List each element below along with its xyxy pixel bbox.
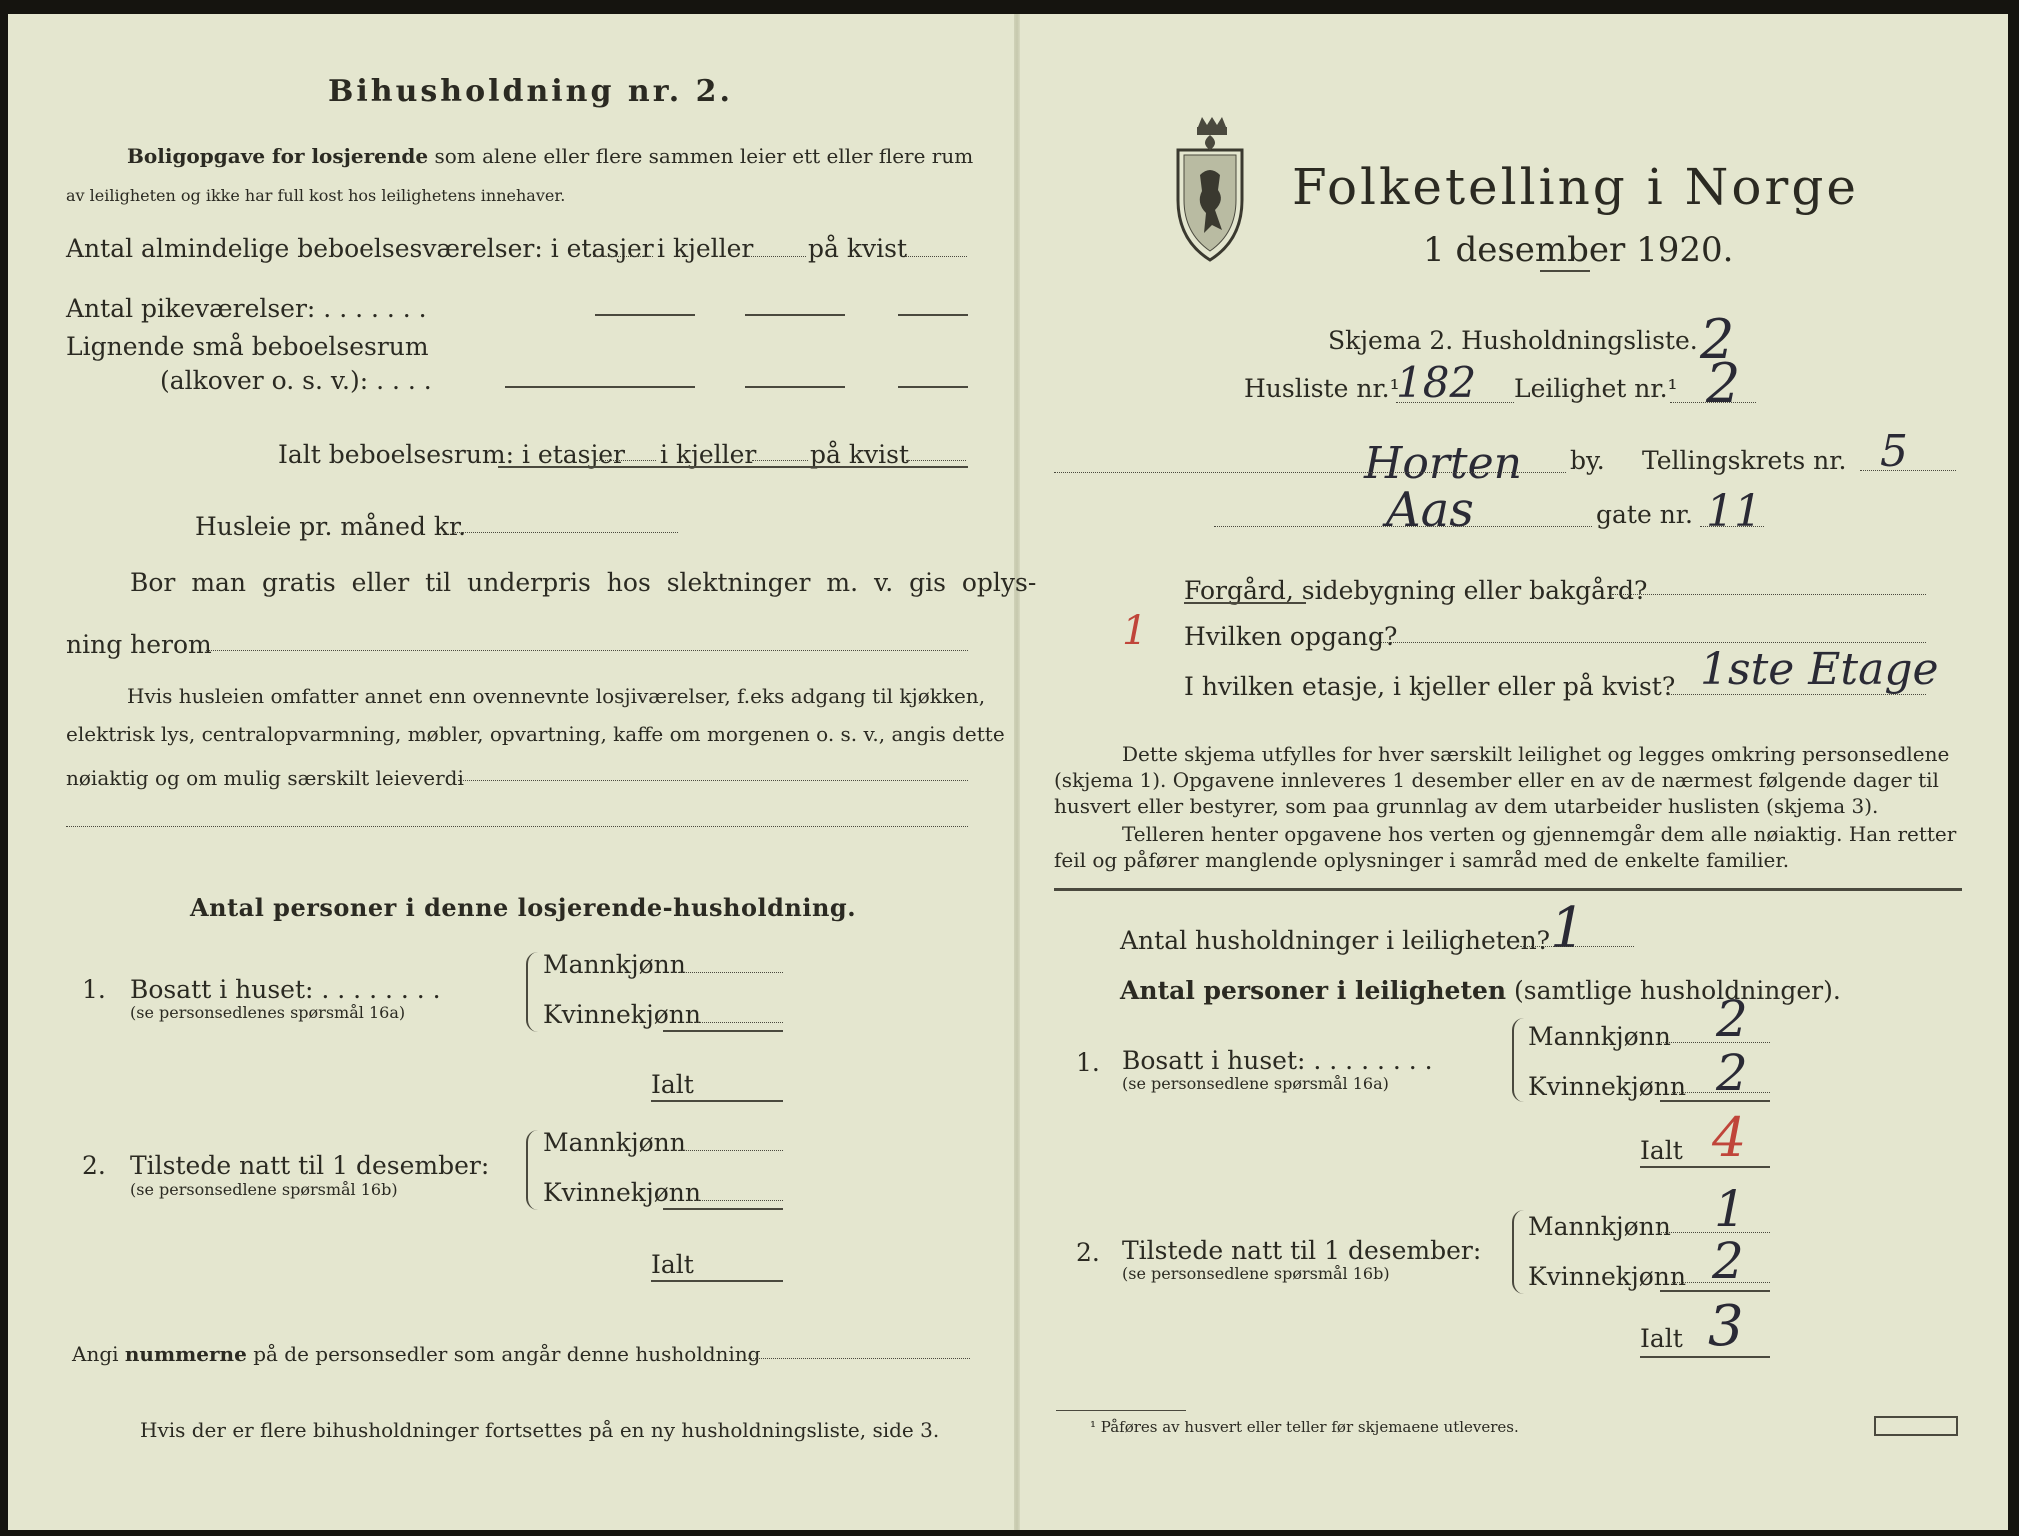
- right-bosatt-rule: [1660, 1100, 1770, 1102]
- lignende-line2: (alkover o. s. v.): . . . .: [160, 366, 432, 395]
- right-persons-rest: (samtlige husholdninger).: [1514, 976, 1841, 1005]
- lignende-kvist-field[interactable]: [898, 386, 968, 388]
- left-tilstede-ialt-field[interactable]: [651, 1280, 783, 1282]
- rooms-kjeller-field[interactable]: [748, 256, 806, 257]
- left-bosatt-label: Bosatt i huset: . . . . . . . .: [130, 975, 441, 1004]
- opgang-field[interactable]: [1376, 642, 1926, 643]
- opgang-red-mark: 1: [1122, 608, 1148, 654]
- lignende-line1: Lignende små beboelsesrum: [66, 332, 429, 361]
- hush-handwritten: 1: [1550, 896, 1586, 961]
- leilighet-label: Leilighet nr.¹: [1514, 374, 1678, 403]
- right-title: Folketelling i Norge: [1292, 158, 1859, 216]
- left-bosatt-num: 1.: [82, 975, 106, 1004]
- rooms-kvist-field[interactable]: [905, 256, 967, 257]
- right-bosatt-mann-label: Mannkjønn: [1528, 1022, 1671, 1051]
- right-bosatt-num: 1.: [1076, 1048, 1100, 1077]
- forgard-label: Forgård, sidebygning eller bakgård?: [1184, 576, 1648, 605]
- pike-label: Antal pikeværelser: . . . . . . .: [66, 294, 427, 323]
- intro-bold: Boligopgave for losjerende: [127, 144, 429, 168]
- rooms-label: Antal almindelige beboelsesværelser: i etasjer: [66, 234, 654, 263]
- norwegian-lion-crest-icon: [1170, 115, 1250, 265]
- right-tilstede-label: Tilstede natt til 1 desember:: [1122, 1236, 1482, 1265]
- right-tilstede-rule: [1660, 1290, 1770, 1292]
- rooms-etasjer-field[interactable]: [593, 256, 653, 257]
- hvis-field[interactable]: [458, 780, 968, 781]
- right-persons-bold: Antal personer i leiligheten: [1120, 976, 1507, 1005]
- etasje-field[interactable]: [1668, 694, 1926, 695]
- left-tilstede-mann-field[interactable]: [673, 1150, 783, 1151]
- krets-label: Tellingskrets nr.: [1642, 446, 1847, 475]
- left-tilstede-mann-label: Mannkjønn: [543, 1128, 686, 1157]
- right-bosatt-ialt-hw: 4: [1712, 1106, 1747, 1169]
- hvis-line2: elektrisk lys, centralopvarmning, møbler, opvartning, kaffe om morgenen o. s. v., angis dette: [66, 722, 1005, 746]
- gratis-line2: ning herom: [66, 630, 212, 659]
- left-bosatt-note: (se personsedlenes spørsmål 16a): [130, 1003, 406, 1022]
- husliste-handwritten: 182: [1396, 358, 1477, 407]
- right-footnote: ¹ Påføres av husvert eller teller før skjemaene utleveres.: [1090, 1418, 1519, 1436]
- info-line2: (skjema 1). Opgavene innleveres 1 desember eller en av de nærmest følgende dager til: [1054, 768, 1939, 792]
- left-footer: Hvis der er flere bihusholdninger fortsettes på en ny husholdningsliste, side 3.: [140, 1418, 940, 1442]
- right-tilstede-num: 2.: [1076, 1238, 1100, 1267]
- left-tilstede-brace: [526, 1130, 540, 1210]
- forgard-underline: [1184, 602, 1306, 604]
- gate-field[interactable]: [1214, 526, 1592, 527]
- right-tilstede-mann-label: Mannkjønn: [1528, 1212, 1671, 1241]
- husleie-field[interactable]: [452, 532, 678, 533]
- krets-handwritten: 5: [1880, 426, 1908, 477]
- right-tilstede-ialt-hw: 3: [1708, 1294, 1744, 1359]
- left-bosatt-mann-label: Mannkjønn: [543, 950, 686, 979]
- left-bosatt-ialt-label: Ialt: [651, 1070, 694, 1099]
- hvis-line3: nøiaktig og om mulig særskilt leieverdi: [66, 766, 464, 790]
- right-bosatt-note: (se personsedlene spørsmål 16a): [1122, 1074, 1389, 1093]
- right-bosatt-ialt-label: Ialt: [1640, 1136, 1683, 1165]
- intro-rest: som alene eller flere sammen leier ett eller flere rum: [434, 144, 974, 168]
- left-title: Bihusholdning nr. 2.: [328, 74, 733, 109]
- gratis-field[interactable]: [206, 650, 968, 651]
- gate-nr-handwritten: 11: [1706, 486, 1762, 537]
- right-bosatt-mann-field[interactable]: [1658, 1042, 1770, 1043]
- angi-pre: Angi: [72, 1342, 119, 1366]
- right-bosatt-kvinne-field[interactable]: [1672, 1092, 1770, 1093]
- left-tilstede-label: Tilstede natt til 1 desember:: [130, 1151, 490, 1180]
- etasje-handwritten: 1ste Etage: [1700, 644, 1939, 695]
- info-line4: Telleren henter opgavene hos verten og gjennemgår dem alle nøiaktig. Han retter: [1122, 822, 1957, 846]
- right-bosatt-ialt-field[interactable]: [1640, 1166, 1770, 1168]
- right-bosatt-brace: [1512, 1018, 1526, 1102]
- ialt-kjeller-label: i kjeller: [660, 440, 757, 469]
- angi-bold: nummerne: [124, 1342, 247, 1366]
- hvis-field-2[interactable]: [66, 826, 968, 827]
- husliste-label: Husliste nr.¹: [1244, 374, 1400, 403]
- leilighet-field[interactable]: [1670, 402, 1756, 403]
- kjeller-label: i kjeller: [657, 234, 754, 263]
- ialt-kjeller-field[interactable]: [752, 460, 808, 461]
- right-bosatt-kvinne-hw: 2: [1716, 1044, 1748, 1102]
- right-date: 1 desember 1920.: [1423, 230, 1734, 270]
- left-bosatt-kvinne-label: Kvinnekjønn: [543, 1000, 701, 1029]
- left-bosatt-mann-field[interactable]: [673, 972, 783, 973]
- pike-etasjer-field[interactable]: [595, 314, 695, 316]
- intro-line2: av leiligheten og ikke har full kost hos leilighetens innehaver.: [66, 186, 566, 205]
- angi-rest: på de personsedler som angår denne husholdning: [253, 1342, 761, 1366]
- right-tilstede-ialt-field[interactable]: [1640, 1356, 1770, 1358]
- gratis-line1: Bor man gratis eller til underpris hos slektninger m. v. gis oplys-: [130, 568, 1037, 597]
- ialt-kvist-field[interactable]: [906, 460, 966, 461]
- by-label: by.: [1570, 446, 1605, 475]
- page-fold: [1014, 14, 1020, 1530]
- left-tilstede-kvinne-label: Kvinnekjønn: [543, 1178, 701, 1207]
- lignende-kjeller-field[interactable]: [745, 386, 845, 388]
- printer-stamp: [1874, 1416, 1958, 1436]
- gate-label: gate nr.: [1596, 500, 1693, 529]
- left-tilstede-kvinne-field[interactable]: [688, 1200, 783, 1201]
- left-tilstede-note: (se personsedlene spørsmål 16b): [130, 1180, 398, 1199]
- info-rule: [1054, 888, 1962, 891]
- right-tilstede-note: (se personsedlene spørsmål 16b): [1122, 1264, 1390, 1283]
- hvis-line1: Hvis husleien omfatter annet enn ovennevnte losjiværelser, f.eks adgang til kjøkken,: [127, 684, 986, 708]
- info-line3: husvert eller bestyrer, som paa grunnlag av dem utarbeider huslisten (skjema 3).: [1054, 794, 1879, 818]
- footnote-rule: [1056, 1410, 1186, 1411]
- left-bosatt-rule: [663, 1030, 783, 1032]
- right-tilstede-ialt-label: Ialt: [1640, 1324, 1683, 1353]
- etasje-label: I hvilken etasje, i kjeller eller på kvist?: [1184, 672, 1676, 701]
- left-bosatt-ialt-field[interactable]: [651, 1100, 783, 1102]
- gate-nr-field[interactable]: [1700, 526, 1764, 527]
- right-bosatt-kvinne-label: Kvinnekjønn: [1528, 1072, 1686, 1101]
- krets-field[interactable]: [1860, 470, 1956, 471]
- skjema-label: Skjema 2. Husholdningsliste.: [1328, 326, 1698, 355]
- by-handwritten: Horten: [1364, 438, 1522, 489]
- by-field[interactable]: [1054, 472, 1566, 473]
- ialt-etasjer-field[interactable]: [596, 460, 656, 461]
- ialt-kvist-label: på kvist: [810, 440, 909, 469]
- left-tilstede-rule: [663, 1208, 783, 1210]
- left-tilstede-num: 2.: [82, 1151, 106, 1180]
- right-tilstede-brace: [1512, 1210, 1526, 1294]
- husliste-field[interactable]: [1396, 402, 1514, 403]
- skjema-handwritten: 2: [1700, 308, 1735, 371]
- date-underline: [1540, 270, 1590, 272]
- info-line1: Dette skjema utfylles for hver særskilt leilighet og legges omkring personsedlene: [1122, 742, 1950, 766]
- hush-label: Antal husholdninger i leiligheten?: [1120, 926, 1551, 955]
- right-tilstede-mann-hw: 1: [1714, 1180, 1746, 1238]
- hush-field[interactable]: [1520, 946, 1634, 947]
- gate-handwritten: Aas: [1386, 482, 1474, 538]
- ialt-underline: [498, 466, 968, 468]
- angi-field[interactable]: [748, 1358, 970, 1359]
- right-tilstede-kvinne-field[interactable]: [1672, 1282, 1770, 1283]
- forgard-field[interactable]: [1612, 594, 1926, 595]
- right-tilstede-kvinne-label: Kvinnekjønn: [1528, 1262, 1686, 1291]
- ialt-rooms-label: Ialt beboelsesrum: i etasjer: [278, 440, 626, 469]
- left-bosatt-brace: [526, 952, 540, 1032]
- info-line5: feil og påfører manglende oplysninger i samråd med de enkelte familier.: [1054, 848, 1790, 872]
- lignende-etasjer-field[interactable]: [505, 386, 695, 388]
- left-tilstede-ialt-label: Ialt: [651, 1250, 694, 1279]
- pike-kjeller-field[interactable]: [745, 314, 845, 316]
- leilighet-handwritten: 2: [1706, 352, 1741, 415]
- left-bosatt-kvinne-field[interactable]: [688, 1022, 783, 1023]
- pike-kvist-field[interactable]: [898, 314, 968, 316]
- left-persons-heading: Antal personer i denne losjerende-husholdning.: [190, 893, 857, 922]
- opgang-label: Hvilken opgang?: [1184, 622, 1398, 651]
- kvist-label: på kvist: [808, 234, 907, 263]
- right-bosatt-mann-hw: 2: [1716, 990, 1748, 1048]
- right-tilstede-kvinne-hw: 2: [1712, 1232, 1744, 1290]
- right-bosatt-label: Bosatt i huset: . . . . . . . .: [1122, 1046, 1433, 1075]
- husleie-label: Husleie pr. måned kr.: [195, 512, 467, 541]
